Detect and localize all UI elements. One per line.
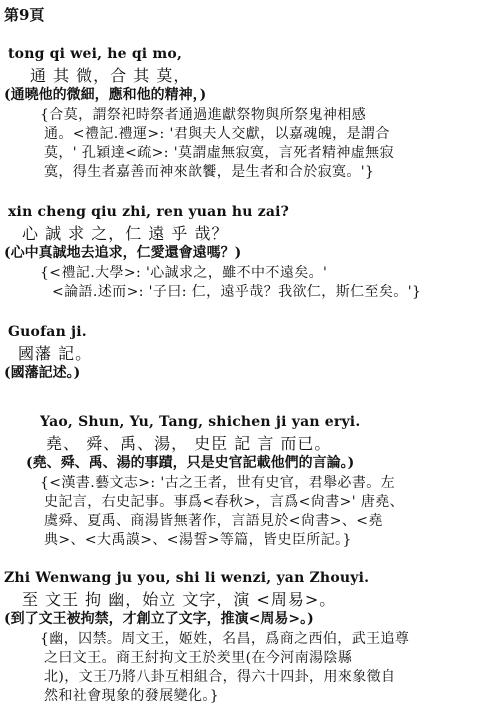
translation: (堯、舜、禹、湯的事蹟，只是史官記載他們的言論。) [26, 455, 355, 471]
chinese-text: 至 文王 拘 幽，始立 文字，演 <周易>。 [22, 590, 337, 609]
chinese-text: 心 誠 求 之，仁 遠 乎 哉？ [22, 224, 229, 243]
annotation-line: 之曰文王。商王紂拘文王於羑里(在今河南湯陰縣 [44, 650, 353, 666]
translation: (到了文王被拘禁，才創立了文字，推演<周易>。) [4, 611, 314, 627]
chinese-text: 堯、 舜、禹、湯， 史臣 記 言 而已。 [46, 434, 332, 453]
annotation-line: {幽，囚禁。周文王，姬姓，名昌，爲商之西伯，武王追尊 [40, 631, 410, 647]
annotation-line: 通。<禮記.禮運>: '君與夫人交獻，以嘉魂魄，是謂合 [44, 126, 390, 142]
pinyin-line: Yao, Shun, Yu, Tang, shichen ji yan eryi. [40, 414, 361, 430]
translation: (心中真誠地去追求，仁愛還會遠嗎？) [4, 245, 242, 261]
annotation-line: 寞，得生者嘉善而神來歆饗，是生者和合於寂寞。'} [44, 164, 375, 180]
chinese-text: 通 其 微，合 其 莫， [30, 66, 191, 85]
pinyin-line: tong qi wei, he qi mo, [8, 46, 183, 62]
annotation-line: {<漢書.藝文志>: '古之王者，世有史官，君舉必書。左 [40, 475, 396, 491]
annotation-line: 莫，' 孔穎達<疏>: '莫謂虛無寂寞，言死者精神虛無寂 [44, 145, 394, 161]
annotation-line: 然和社會現象的發展變化。} [44, 688, 220, 704]
annotation-line: 典>、<大禹謨>、<湯誓>等篇，皆史臣所記。} [44, 532, 352, 548]
page-label: 第9頁 [4, 6, 45, 24]
pinyin-line: Guofan ji. [8, 324, 87, 340]
annotation-line: {<禮記.大學>: '心誠求之，雖不中不遠矣。' [40, 265, 328, 281]
pinyin-line: xin cheng qiu zhi, ren yuan hu zai? [8, 204, 290, 220]
translation: (通曉他的微細，應和他的精神，) [4, 87, 207, 103]
annotation-line: 北)，文王乃將八卦互相組合，得六十四卦，用來象徵自 [44, 669, 396, 685]
annotation-line: <論語.述而>: '子曰: 仁，遠乎哉？我欲仁，斯仁至矣。'} [52, 284, 422, 300]
annotation-line: {合莫，謂祭祀時祭者通過進獻祭物與所祭鬼神相感 [40, 107, 367, 123]
annotation-line: 虞舜、夏禹、商湯皆無著作，言語見於<尙書>、<堯 [44, 513, 383, 529]
annotation-line: 史記言，右史記事。事爲<春秋>，言爲<尙書>' 唐堯、 [44, 494, 405, 510]
chinese-text: 國藩 記。 [18, 344, 93, 363]
pinyin-line: Zhi Wenwang ju you, shi li wenzi, yan Zhouyi. [4, 570, 370, 586]
translation: (國藩記述。) [4, 365, 81, 381]
